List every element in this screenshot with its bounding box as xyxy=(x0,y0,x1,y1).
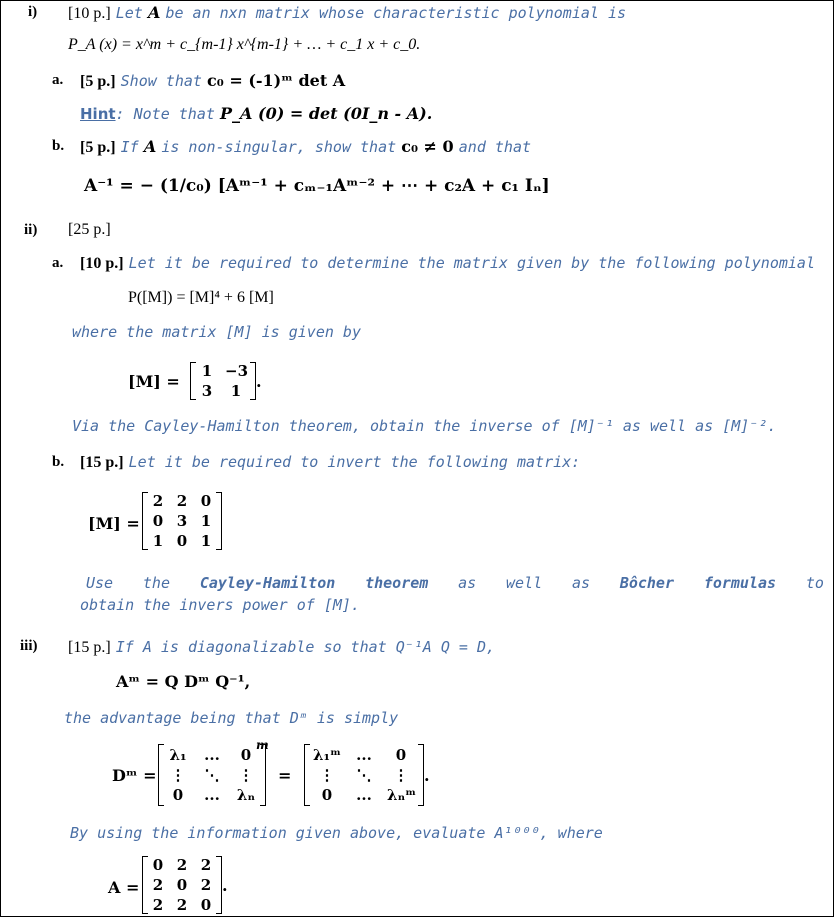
statement-text: is non-singular, show that xyxy=(161,138,397,156)
matrix-cell: 0 xyxy=(176,532,188,550)
matrix-cell: 0 xyxy=(176,876,188,894)
statement-text: Let it be required to invert the following matrix: xyxy=(128,453,581,471)
matrix-a: 0 2 2 2 0 2 2 2 0 . xyxy=(142,856,228,914)
matrix-cell: 0 xyxy=(321,786,333,804)
word: as xyxy=(571,574,590,592)
matrix-cell: 2 xyxy=(152,896,164,914)
matrix-dm: λ₁ᵐ ... 0 ⋮ ⋱ ⋮ 0 ... λₙᵐ . xyxy=(304,744,430,806)
question-1-number: i) xyxy=(28,4,38,20)
matrix-cell: λ₁ xyxy=(169,746,187,764)
matrix-cell: 2 xyxy=(200,856,212,874)
part-a-label: a. xyxy=(52,72,64,88)
part-b-statement xyxy=(80,137,531,157)
matrix-cell: ... xyxy=(356,786,372,804)
obtain-text: obtain the invers power of [M]. xyxy=(80,596,360,614)
word: the xyxy=(142,574,170,592)
hint-line xyxy=(80,104,432,123)
statement-text: Let it be required to determine the matrix given by the following polynomial xyxy=(128,254,815,272)
word: to xyxy=(805,574,824,592)
matrix-cell: ⋮ xyxy=(393,766,409,784)
part-a-label: a. xyxy=(52,255,64,271)
matrix-cell: 1 xyxy=(152,532,164,550)
characteristic-polynomial: P_A (x) = x^m + c_{m-1} x^{m-1} + … + c_1 x + c_0. xyxy=(68,36,421,53)
matrix-cell: 0 xyxy=(152,512,164,530)
word: Cayley-Hamilton xyxy=(199,574,336,592)
matrix-cell: 0 xyxy=(395,746,407,764)
word: Bôcher xyxy=(619,574,674,592)
matrix-cell: 1 xyxy=(201,362,213,380)
matrix-cell: ⋱ xyxy=(356,766,372,784)
matrix-cell: 0 xyxy=(240,746,252,764)
question-3-points: [15 p.] xyxy=(68,639,111,656)
matrix-cell: 3 xyxy=(176,512,188,530)
matrix-m-3x3 xyxy=(142,492,222,550)
matrix-cell: 0 xyxy=(200,492,212,510)
matrix-cell: ⋮ xyxy=(238,766,254,784)
m-label: [M] = xyxy=(128,372,180,391)
part-a-points: [5 p.] xyxy=(80,73,116,90)
part-b-points: [5 p.] xyxy=(80,139,116,156)
advantage-text: the advantage being that Dᵐ is simply xyxy=(64,709,399,727)
d-exponent: m xyxy=(256,738,269,752)
matrix-d xyxy=(158,744,266,806)
matrix-cell: ⋮ xyxy=(170,766,186,784)
statement-text: be an nxn matrix whose characteristic polynomial is xyxy=(165,4,627,22)
statement-text: If A is diagonalizable so that Q⁻¹A Q = D, xyxy=(115,638,496,656)
question-1-points: [10 p.] xyxy=(68,5,111,22)
word: well xyxy=(506,574,543,592)
question-2-number: ii) xyxy=(24,222,38,238)
matrix-symbol: A xyxy=(147,3,161,22)
evaluate-instruction: By using the information given above, evaluate A¹⁰⁰⁰, where xyxy=(70,824,603,842)
hint-text: : Note that xyxy=(115,105,215,123)
part-b-statement xyxy=(80,452,580,472)
matrix-cell: 2 xyxy=(176,856,188,874)
part-a-points: [10 p.] xyxy=(80,255,124,272)
matrix-cell: 0 xyxy=(172,786,184,804)
a-label: A = xyxy=(108,878,140,897)
m2-label: [M] = xyxy=(88,514,140,533)
word: Use xyxy=(86,574,114,592)
matrix-cell: ... xyxy=(204,746,220,764)
matrix-cell: 1 xyxy=(200,512,212,530)
statement-text: If xyxy=(120,138,139,156)
matrix-cell: 2 xyxy=(152,876,164,894)
matrix-cell: λₙ xyxy=(236,786,256,804)
part-b-label: b. xyxy=(52,454,65,470)
matrix-cell: ... xyxy=(356,746,372,764)
hint-label: Hint xyxy=(80,105,116,123)
word: as xyxy=(458,574,477,592)
matrix-cell: 2 xyxy=(176,896,188,914)
part-a-statement xyxy=(80,253,815,273)
matrix-cell: 0 xyxy=(200,896,212,914)
word: formulas xyxy=(703,574,777,592)
matrix-cell: ... xyxy=(204,786,220,804)
matrix-cell: ⋱ xyxy=(204,766,220,784)
question-2-points: [25 p.] xyxy=(68,221,111,238)
matrix-symbol: A xyxy=(143,137,157,156)
matrix-cell: −3 xyxy=(225,362,249,380)
statement-text: Let xyxy=(115,4,143,22)
statement-text: Show that xyxy=(120,72,202,90)
statement-text: and that xyxy=(458,138,532,156)
matrix-cell: 2 xyxy=(200,876,212,894)
matrix-polynomial: P([M]) = [M]⁴ + 6 [M] xyxy=(128,289,274,306)
matrix-cell: 2 xyxy=(152,492,164,510)
formula: c₀ = (-1)ᵐ det A xyxy=(207,71,346,90)
part-a-statement xyxy=(80,71,345,91)
matrix-cell: 1 xyxy=(230,382,242,400)
where-text: where the matrix [M] is given by xyxy=(72,323,361,341)
matrix-cell: 1 xyxy=(200,532,212,550)
question-3-number: iii) xyxy=(20,638,38,654)
equals-sign: = xyxy=(278,766,292,785)
matrix-cell: 3 xyxy=(201,382,213,400)
word: theorem xyxy=(365,574,429,592)
formula: c₀ ≠ 0 xyxy=(401,137,454,156)
matrix-cell: ⋮ xyxy=(319,766,335,784)
part-b-points: [15 p.] xyxy=(80,454,124,471)
inverse-formula: A⁻¹ = − (1/c₀) [Aᵐ⁻¹ + cₘ₋₁Aᵐ⁻² + ⋯ + c₂A + c₁ Iₙ] xyxy=(84,176,550,196)
hint-formula: P_A (0) = det (0I_n - A). xyxy=(219,104,433,123)
dm-label: Dᵐ = xyxy=(112,766,157,785)
matrix-cell: 0 xyxy=(152,856,164,874)
matrix-cell: λ₁ᵐ xyxy=(313,746,342,764)
matrix-cell: λₙᵐ xyxy=(387,786,417,804)
cayley-hamilton-instruction: Via the Cayley-Hamilton theorem, obtain the inverse of [M]⁻¹ as well as [M]⁻². xyxy=(72,417,777,435)
diagonalization-equation: Aᵐ = Q Dᵐ Q⁻¹, xyxy=(116,672,251,691)
matrix-m-2x2: 1 −3 3 1 . xyxy=(190,362,262,400)
part-b-label: b. xyxy=(52,138,65,154)
question-3-statement xyxy=(68,637,495,657)
question-1-statement xyxy=(68,3,626,23)
use-instruction xyxy=(86,574,824,592)
matrix-cell: 2 xyxy=(176,492,188,510)
